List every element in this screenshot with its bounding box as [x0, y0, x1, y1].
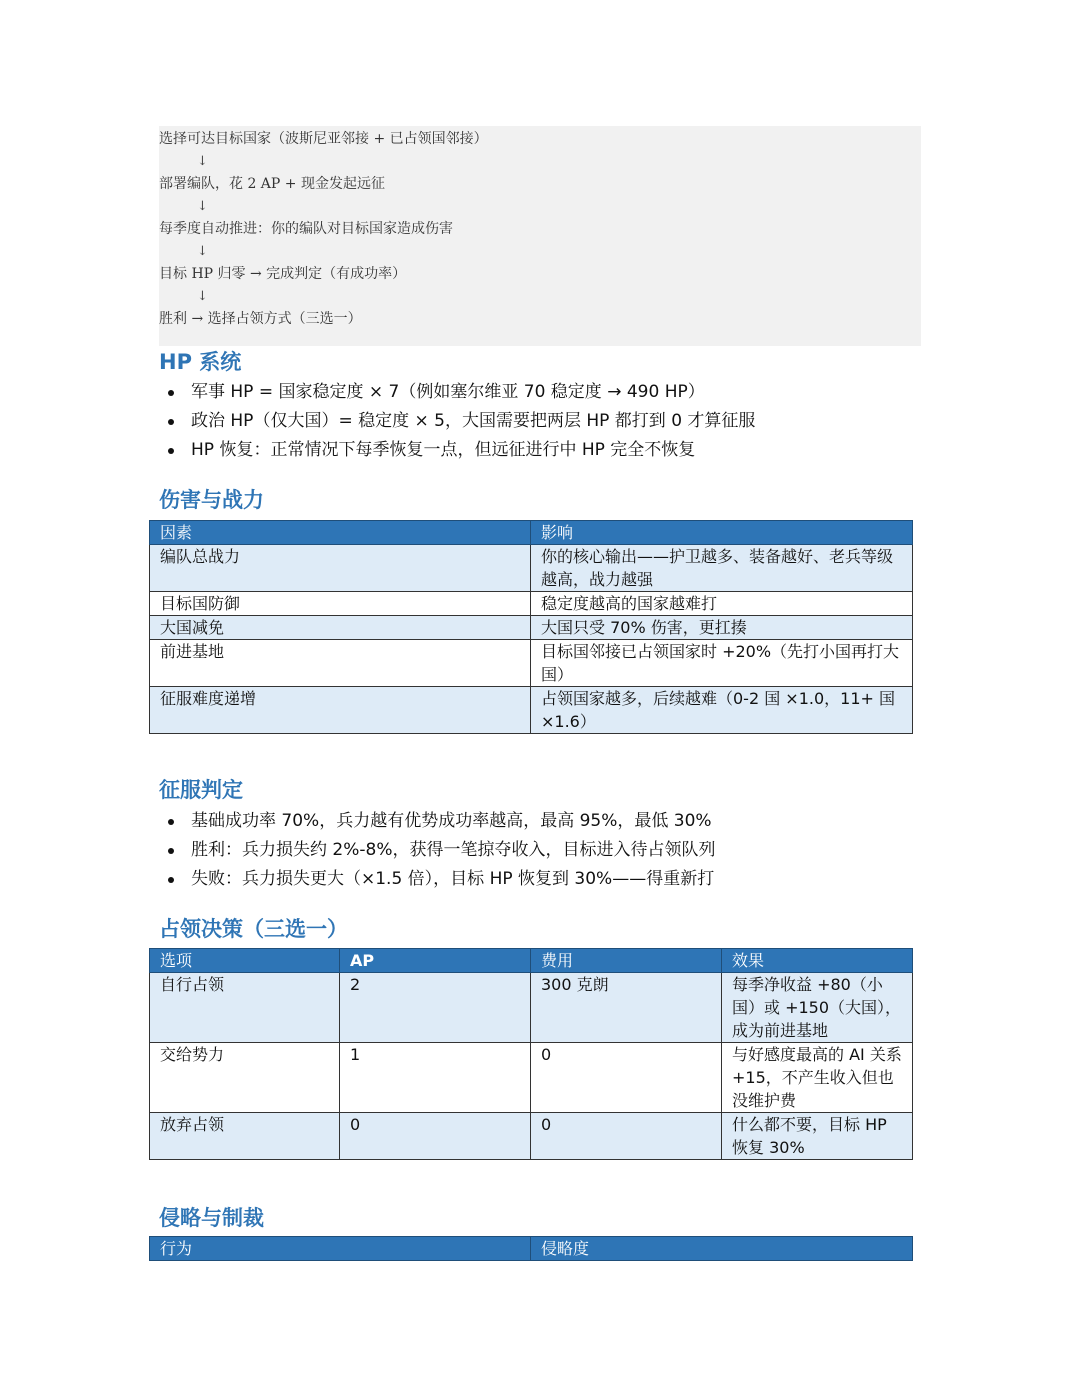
list-item: HP 恢复：正常情况下每季恢复一点，但远征进行中 HP 完全不恢复	[162, 436, 755, 465]
flow-step: 目标 HP 归零 → 完成判定（有成功率）	[159, 266, 407, 282]
flow-arrow: ↓	[197, 153, 208, 169]
table-cell: 前进基地	[150, 640, 531, 687]
hp-section-heading: HP 系统	[159, 350, 242, 374]
table-header-cell: 选项	[150, 949, 340, 973]
flow-step: 部署编队，花 2 AP + 现金发起远征	[159, 176, 385, 192]
table-header-row	[150, 521, 913, 545]
judgement-section-heading: 征服判定	[159, 778, 243, 802]
flow-arrow: ↓	[197, 243, 208, 259]
list-item: 军事 HP = 国家稳定度 × 7（例如塞尔维亚 70 稳定度 → 490 HP）	[162, 378, 755, 407]
table-header-cell: AP	[340, 949, 531, 973]
table-row	[150, 545, 913, 592]
table-header-row	[150, 1237, 913, 1261]
judgement-bullet-list	[162, 807, 715, 894]
table-cell: 自行占领	[150, 973, 340, 1043]
table-cell: 0	[340, 1113, 531, 1160]
list-item: 胜利：兵力损失约 2%-8%，获得一笔掠夺收入，目标进入待占领队列	[162, 836, 715, 865]
occupy-table	[149, 948, 913, 1160]
table-row	[150, 1043, 913, 1113]
table-cell: 大国只受 70% 伤害，更扛揍	[531, 616, 913, 640]
aggression-section-heading: 侵略与制裁	[159, 1206, 264, 1230]
table-cell: 与好感度最高的 AI 关系 +15，不产生收入但也没维护费	[722, 1043, 913, 1113]
table-cell: 征服难度递增	[150, 687, 531, 734]
aggression-table	[149, 1236, 913, 1261]
table-cell: 放弃占领	[150, 1113, 340, 1160]
flow-code-block	[159, 126, 921, 346]
table-header-row	[150, 949, 913, 973]
table-row	[150, 592, 913, 616]
list-item: 基础成功率 70%，兵力越有优势成功率越高，最高 95%，最低 30%	[162, 807, 715, 836]
table-header-cell: 行为	[150, 1237, 531, 1261]
table-row	[150, 973, 913, 1043]
occupy-section-heading: 占领决策（三选一）	[159, 917, 348, 941]
table-header-cell: 侵略度	[531, 1237, 913, 1261]
table-cell: 0	[531, 1043, 722, 1113]
table-row	[150, 640, 913, 687]
table-cell: 编队总战力	[150, 545, 531, 592]
table-header-cell: 效果	[722, 949, 913, 973]
table-cell: 目标国防御	[150, 592, 531, 616]
flow-arrow: ↓	[197, 288, 208, 304]
table-cell: 2	[340, 973, 531, 1043]
table-cell: 你的核心输出——护卫越多、装备越好、老兵等级越高，战力越强	[531, 545, 913, 592]
flow-step: 每季度自动推进：你的编队对目标国家造成伤害	[159, 221, 453, 237]
table-cell: 目标国邻接已占领国家时 +20%（先打小国再打大国）	[531, 640, 913, 687]
list-item: 政治 HP（仅大国）= 稳定度 × 5，大国需要把两层 HP 都打到 0 才算征服	[162, 407, 755, 436]
hp-bullet-list	[162, 378, 755, 465]
flow-step: 选择可达目标国家（波斯尼亚邻接 + 已占领国邻接）	[159, 131, 488, 147]
table-cell: 什么都不要，目标 HP 恢复 30%	[722, 1113, 913, 1160]
table-cell: 300 克朗	[531, 973, 722, 1043]
flow-step: 胜利 → 选择占领方式（三选一）	[159, 311, 362, 327]
damage-section-heading: 伤害与战力	[159, 488, 264, 512]
table-cell: 每季净收益 +80（小国）或 +150（大国），成为前进基地	[722, 973, 913, 1043]
table-header-cell: 因素	[150, 521, 531, 545]
table-cell: 稳定度越高的国家越难打	[531, 592, 913, 616]
table-header-cell: 费用	[531, 949, 722, 973]
table-cell: 1	[340, 1043, 531, 1113]
damage-table	[149, 520, 913, 734]
table-cell: 大国减免	[150, 616, 531, 640]
table-header-cell: 影响	[531, 521, 913, 545]
table-cell: 0	[531, 1113, 722, 1160]
table-row	[150, 687, 913, 734]
table-cell: 占领国家越多，后续越难（0-2 国 ×1.0，11+ 国 ×1.6）	[531, 687, 913, 734]
table-cell: 交给势力	[150, 1043, 340, 1113]
list-item: 失败：兵力损失更大（×1.5 倍），目标 HP 恢复到 30%——得重新打	[162, 865, 715, 894]
table-row	[150, 616, 913, 640]
flow-arrow: ↓	[197, 198, 208, 214]
table-row	[150, 1113, 913, 1160]
